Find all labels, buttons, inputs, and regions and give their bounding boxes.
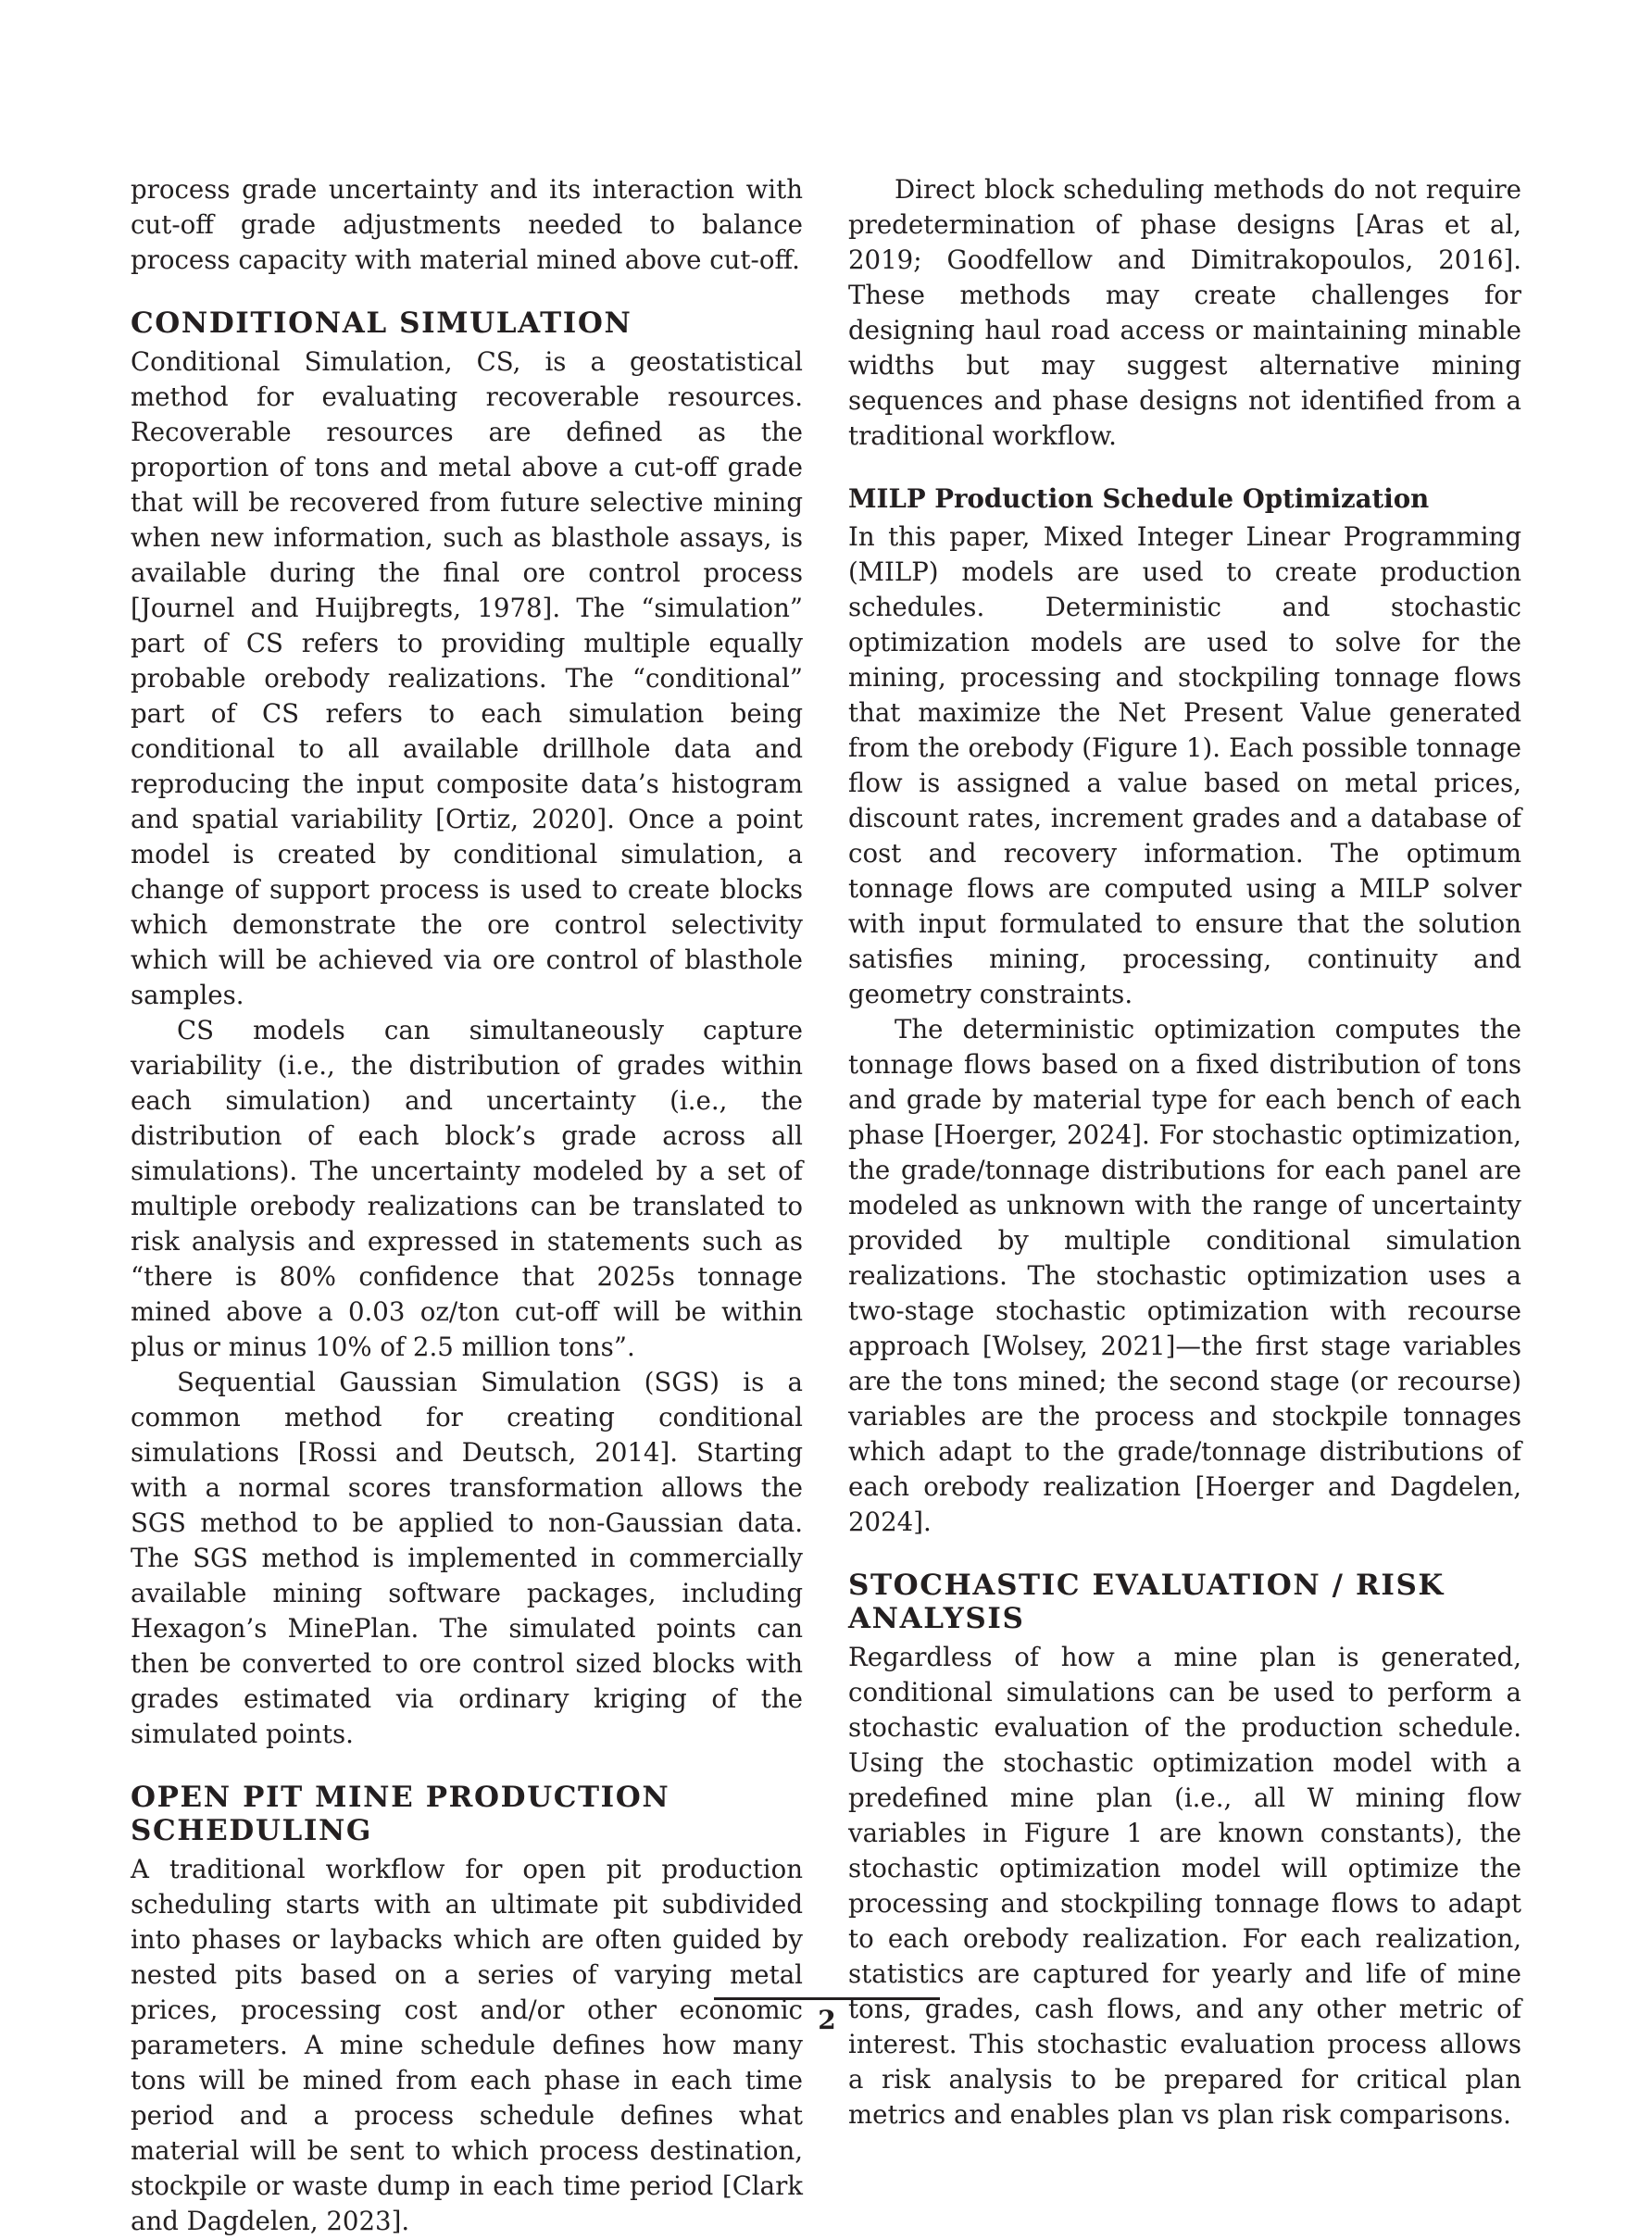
cs-paragraph-3: Sequential Gaussian Simulation (SGS) is a common method for creating conditional simulations [Rossi and Deutsch, 2014]. Starting with a normal scores transformation allows the SGS method to be applied to non-Gaussian data. The SGS method is implemented in commercially available mining software packages, including Hexagon’s MinePlan. The simulated points can then be converted to ore control sized blocks with grades estimated via ordinary kriging of the simulated points. xyxy=(131,1367,803,1749)
sera-paragraph-1: Regardless of how a mine plan is generated, conditional simulations can be used to perform a stochastic evaluation of the production schedule. Using the stochastic optimization model with a predefined mine plan (i.e., all W mining flow variables in Figure 1 are known constants), the stochastic optimization model will optimize the processing and stockpiling tonnage flows to adapt to each orebody realization. For each realization, statistics are captured for yearly and life of mine tons, grades, cash flows, and any other metric of interest. This stochastic evaluation process allows a risk analysis to be prepared for critical plan metrics and enables plan vs plan risk comparisons. xyxy=(848,1642,1521,2130)
milp-paragraph-1: In this paper, Mixed Integer Linear Programming (MILP) models are used to create production schedules. Deterministic and stochastic optimization models are used to solve for the mining, processing and stockpiling tonnage flows that maximize the Net Present Value generated from the orebody (Figure 1). Each possible tonnage flow is assigned a value based on metal prices, discount rates, increment grades and a database of cost and recovery information. The optimum tonnage flows are computed using a MILP solver with input formulated to ensure that the solution satisfies mining, processing, continuity and geometry constraints. xyxy=(848,521,1521,1009)
cs-paragraph-1: Conditional Simulation, CS, is a geostatistical method for evaluating recoverable resources. Recoverable resources are defined as the proportion of tons and metal above a cut-off grade that will be recovered from future selective mining when new information, such as blasthole assays, is available during the final ore control process [Journel and Huijbregts, 1978]. The “simulation” part of CS refers to providing multiple equally probable orebody realizations. The “conditional” part of CS refers to each simulation being conditional to all available drillhole data and reproducing the input composite data’s histogram and spatial variability [Ortiz, 2020]. Once a point model is created by conditional simulation, a change of support process is used to create blocks which demonstrate the ore control selectivity which will be achieved via ore control of blasthole samples. xyxy=(131,346,803,1010)
page-number: 2 xyxy=(818,2005,836,2035)
open-pit-scheduling-heading: OPEN PIT MINE PRODUCTION SCHEDULING xyxy=(131,1781,670,1847)
ops-paragraph-1: A traditional workflow for open pit production scheduling starts with an ultimate pit subdivided into phases or laybacks which are often guided by nested pits based on a series of varying metal prices, processing cost and/or other economic parameters. A mine schedule defines how many tons will be mined from each phase in each time period and a process schedule defines what material will be sent to which process destination, stockpile or waste dump in each time period [Clark and Dagdelen, 2023]. xyxy=(131,1854,803,2236)
milp-heading: MILP Production Schedule Optimization xyxy=(848,483,1430,514)
stochastic-evaluation-heading: STOCHASTIC EVALUATION / RISK ANALYSIS xyxy=(848,1569,1445,1635)
right-column xyxy=(848,172,1521,2133)
conditional-simulation-heading: CONDITIONAL SIMULATION xyxy=(131,306,632,340)
cs-paragraph-2: CS models can simultaneously capture variability (i.e., the distribution of grades within each simulation) and uncertainty (i.e., the distribution of each block’s grade across all simulations). The uncertainty modeled by a set of multiple orebody realizations can be translated to risk analysis and expressed in statements such as “there is 80% confidence that 2025s tonnage mined above a 0.03 oz/ton cut-off will be within plus or minus 10% of 2.5 million tons”. xyxy=(131,1015,803,1362)
footer-rule xyxy=(714,1997,940,2000)
intro-paragraph: process grade uncertainty and its interaction with cut-off grade adjustments needed to balance process capacity with material mined above cut-off. xyxy=(131,174,803,275)
milp-paragraph-2: The deterministic optimization computes the tonnage flows based on a fixed distribution of tons and grade by material type for each bench of each phase [Hoerger, 2024]. For stochastic optimization, the grade/tonnage distributions for each panel are modeled as unknown with the range of uncertainty provided by multiple conditional simulation realizations. The stochastic optimization uses a two-stage stochastic optimization with recourse approach [Wolsey, 2021]—the first stage variables are the tons mined; the second stage (or recourse) variables are the process and stockpile tonnages which adapt to the grade/tonnage distributions of each orebody realization [Hoerger and Dagdelen, 2024]. xyxy=(848,1014,1521,1537)
direct-block-scheduling-paragraph: Direct block scheduling methods do not require predetermination of phase designs [Aras et al, 2019; Goodfellow and Dimitrakopoulos, 2016]. These methods may create challenges for designing haul road access or maintaining minable widths but may suggest alternative mining sequences and phase designs not identified from a traditional workflow. xyxy=(848,174,1521,451)
left-column xyxy=(131,172,803,2239)
